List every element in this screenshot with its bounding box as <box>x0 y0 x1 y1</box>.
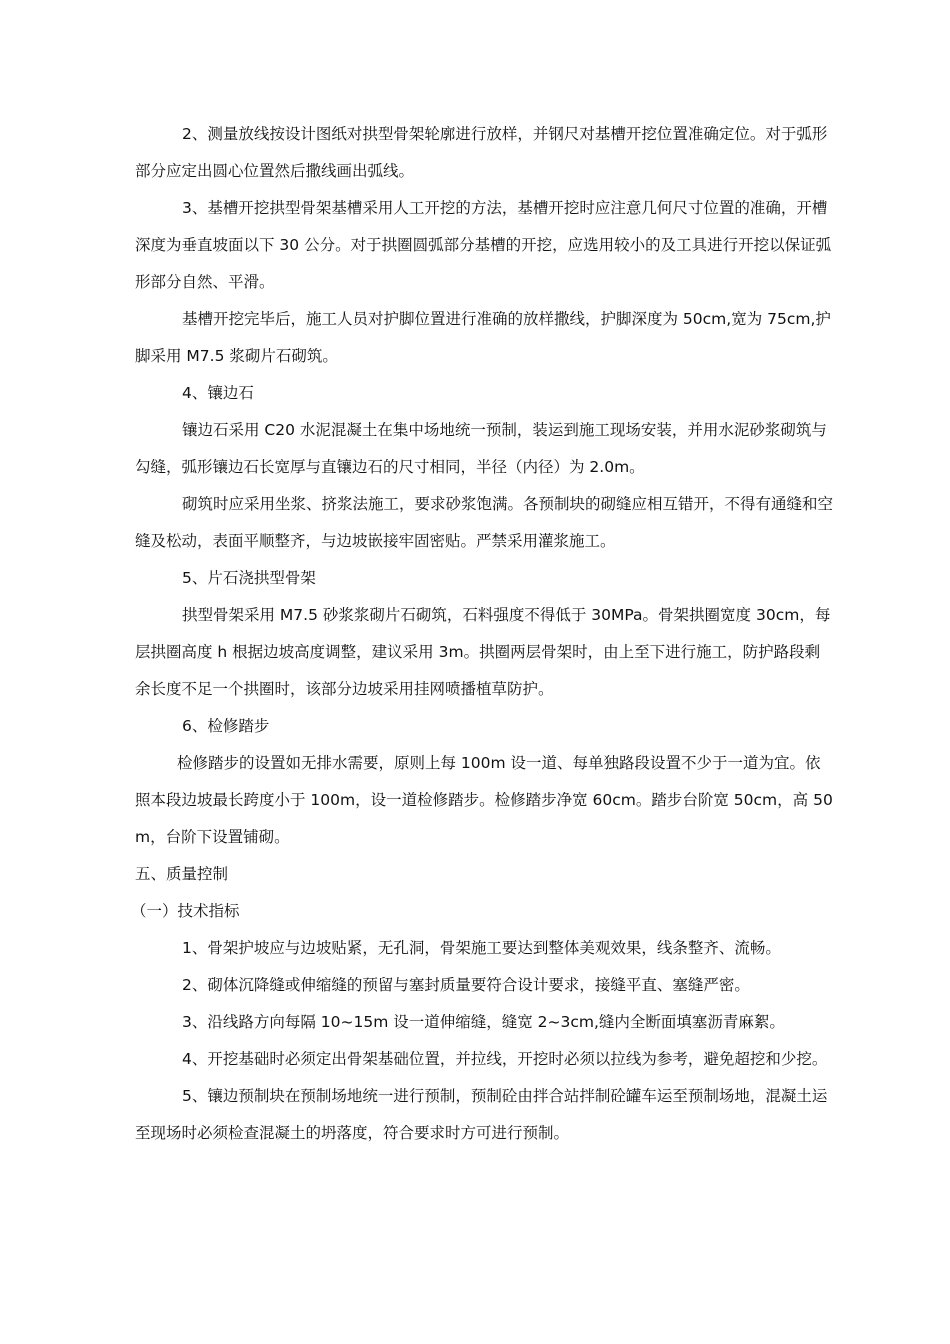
list-item-indicator-5: 5、镶边预制块在预制场地统一进行预制，预制砼由拌合站拌制砼罐车运至预制场地，混凝土运至现场时必须检查混凝土的坍落度，符合要求时方可进行预制。 <box>135 1087 828 1142</box>
paragraph-survey-layout: 2、测量放线按设计图纸对拱型骨架轮廓进行放样，并钢尺对基槽开挖位置准确定位。对于弧形部分应定出圆心位置然后撒线画出弧线。 <box>135 125 828 180</box>
paragraph-masonry-method: 砌筑时应采用坐浆、挤浆法施工，要求砂浆饱满。各预制块的砌缝应相互错开，不得有通缝和空缝及松动，表面平顺整齐，与边坡嵌接牢固密贴。严禁采用灌浆施工。 <box>135 495 834 550</box>
paragraph-maintenance-steps: 检修踏步的设置如无排水需要，原则上每 100m 设一道、每单独路段设置不少于一道为宜。依照本段边坡最长跨度小于 100m，设一道检修踏步。检修踏步净宽 60cm。踏步台阶宽 50cm，高 50m，台阶下设置铺砌。 <box>135 754 833 846</box>
section-heading-maintenance-steps: 6、检修踏步 <box>182 717 270 735</box>
section-heading-arch-frame: 5、片石浇拱型骨架 <box>182 569 316 587</box>
paragraph-arch-frame: 拱型骨架采用 M7.5 砂浆浆砌片石砌筑，石料强度不得低于 30MPa。骨架拱圈宽度 30cm，每层拱圈高度 h 根据边坡高度调整，建议采用 3m。拱圈两层骨架时，由上至下进行施工，防护路段剩余长度不足一个拱圈时，该部分边坡采用挂网喷播植草防护。 <box>135 606 831 698</box>
list-item-indicator-2: 2、砌体沉降缝或伸缩缝的预留与塞封质量要符合设计要求，接缝平直、塞缝严密。 <box>182 976 750 994</box>
list-item-indicator-3: 3、沿线路方向每隔 10~15m 设一道伸缩缝，缝宽 2~3cm,缝内全断面填塞沥青麻絮。 <box>182 1013 785 1031</box>
subsection-heading-technical-indicators: （一）技术指标 <box>131 902 240 920</box>
list-item-indicator-4: 4、开挖基础时必须定出骨架基础位置，并拉线，开挖时必须以拉线为参考，避免超挖和少挖。 <box>182 1050 828 1068</box>
paragraph-edge-stone-prefab: 镶边石采用 C20 水泥混凝土在集中场地统一预制，装运到施工现场安装，并用水泥砂浆砌筑与勾缝，弧形镶边石长宽厚与直镶边石的尺寸相同，半径（内径）为 2.0m。 <box>135 421 827 476</box>
document-body <box>131 116 835 1152</box>
paragraph-toe-protection: 基槽开挖完毕后，施工人员对护脚位置进行准确的放样撒线，护脚深度为 50cm,宽为 75cm,护脚采用 M7.5 浆砌片石砌筑。 <box>135 310 831 365</box>
section-heading-edge-stone: 4、镶边石 <box>182 384 254 402</box>
chapter-heading-quality-control: 五、质量控制 <box>135 865 229 883</box>
paragraph-trench-excavation: 3、基槽开挖拱型骨架基槽采用人工开挖的方法，基槽开挖时应注意几何尺寸位置的准确，开槽深度为垂直坡面以下 30 公分。对于拱圈圆弧部分基槽的开挖，应选用较小的及工具进行开挖以保证弧形部分自然、平滑。 <box>135 199 832 291</box>
list-item-indicator-1: 1、骨架护坡应与边坡贴紧，无孔洞，骨架施工要达到整体美观效果，线条整齐、流畅。 <box>182 939 781 957</box>
